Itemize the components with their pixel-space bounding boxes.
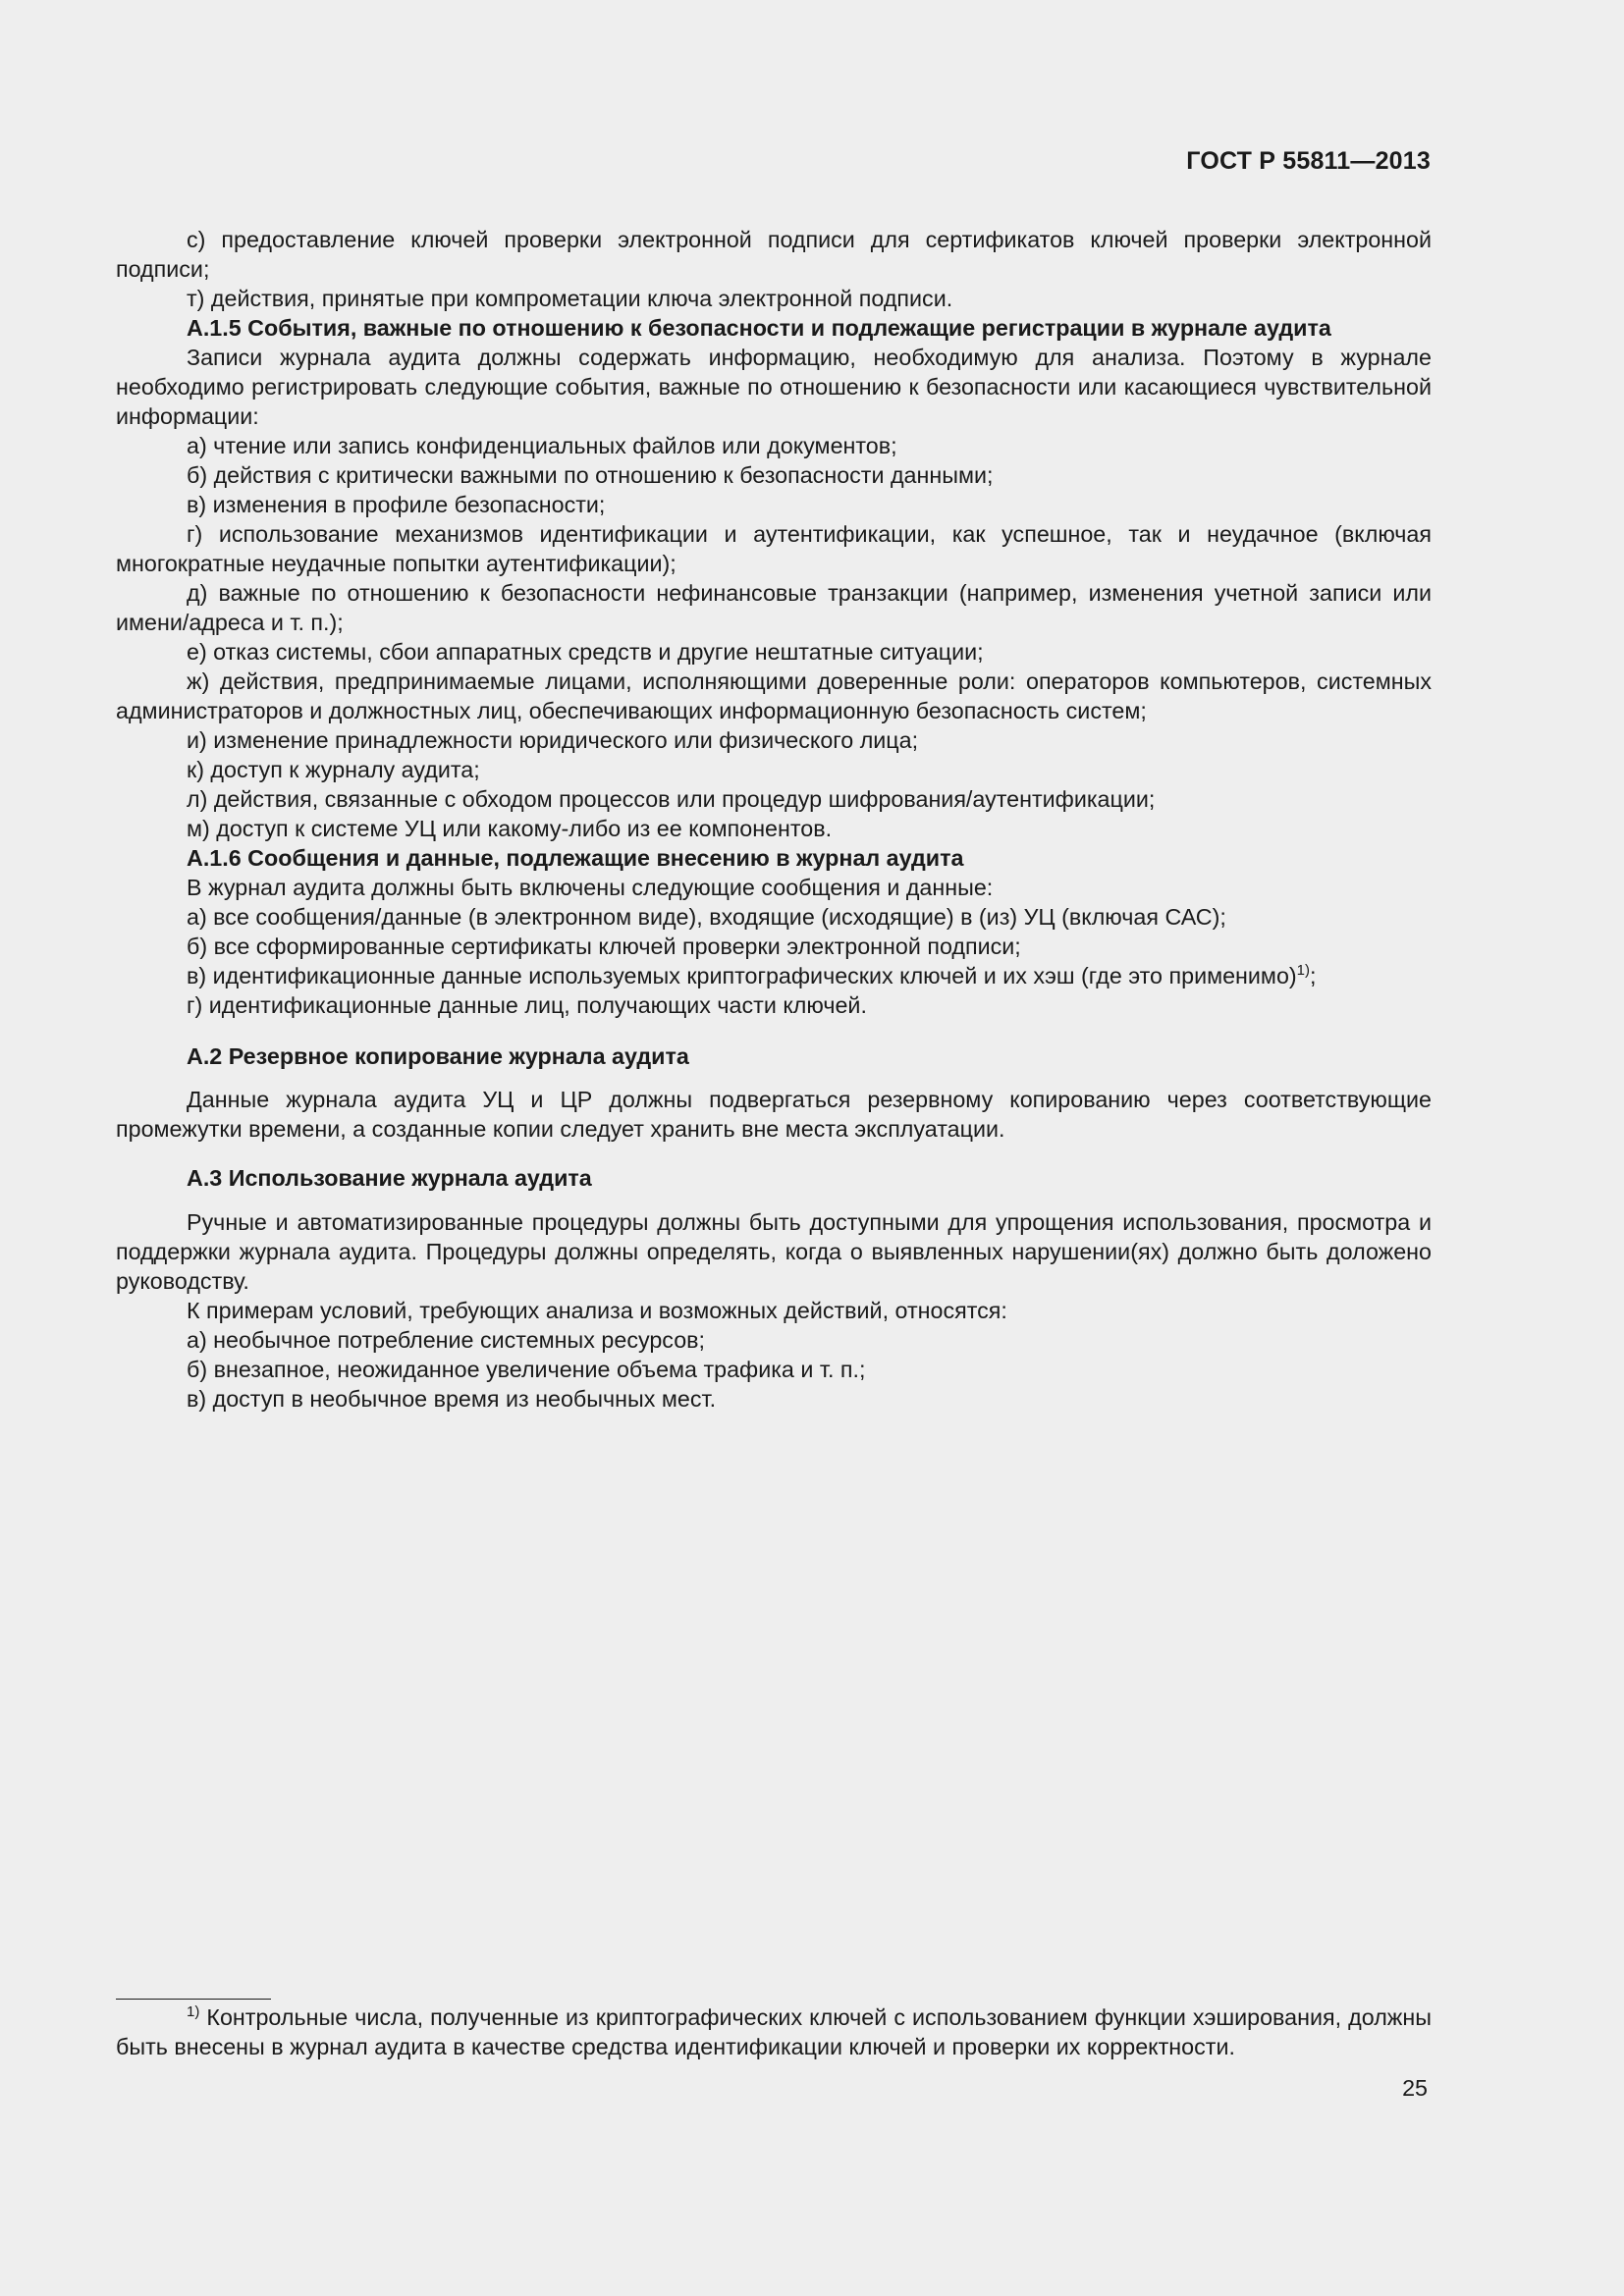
section-heading-a2: А.2 Резервное копирование журнала аудита — [187, 1043, 689, 1069]
list-item: в) доступ в необычное время из необычных мест. — [187, 1386, 717, 1412]
list-item: б) внезапное, неожиданное увеличение объема трафика и т. п.; — [187, 1357, 866, 1382]
list-item: м) доступ к системе УЦ или какому-либо из ее компонентов. — [187, 816, 833, 841]
subsection-heading-a15: А.1.5 События, важные по отношению к безопасности и подлежащие регистрации в журнале аудита — [187, 315, 1331, 341]
list-item: ж) действия, предпринимаемые лицами, исполняющими доверенные роли: операторов компьютеров, системных администраторов и должностных лиц, обеспечивающих информационную безопасность систем; — [116, 668, 1432, 723]
list-item-tail: ; — [1310, 963, 1317, 988]
paragraph: Ручные и автоматизированные процедуры должны быть доступными для упрощения использования, просмотра и поддержки журнала аудита. Процедуры должны определять, когда о выявленных нарушении(ях) должно быть доложено руководству. — [116, 1209, 1432, 1294]
list-item: т) действия, принятые при компрометации ключа электронной подписи. — [187, 286, 953, 311]
list-item: а) все сообщения/данные (в электронном виде), входящие (исходящие) в (из) УЦ (включая САС); — [187, 904, 1226, 930]
list-item: а) чтение или запись конфиденциальных файлов или документов; — [187, 433, 897, 458]
document-body — [116, 225, 1432, 1414]
list-item: г) использование механизмов идентификации и аутентификации, как успешное, так и неудачное (включая многократные неудачные попытки аутентификации); — [116, 521, 1432, 576]
document-header-code: ГОСТ Р 55811—2013 — [1186, 147, 1431, 175]
footnote-text — [116, 2002, 1432, 2061]
paragraph: В журнал аудита должны быть включены следующие сообщения и данные: — [187, 875, 994, 900]
footnote — [116, 2002, 1432, 2061]
list-item: л) действия, связанные с обходом процессов или процедур шифрования/аутентификации; — [187, 786, 1156, 812]
footnote-divider — [116, 1999, 271, 2000]
list-item-text: в) идентификационные данные используемых криптографических ключей и их хэш (где это применимо) — [187, 963, 1297, 988]
list-item: и) изменение принадлежности юридического или физического лица; — [187, 727, 919, 753]
paragraph: Записи журнала аудита должны содержать информацию, необходимую для анализа. Поэтому в журнале необходимо регистрировать следующие события, важные по отношению к безопасности или касающиеся чувствительной информации: — [116, 345, 1432, 429]
list-item: с) предоставление ключей проверки электронной подписи для сертификатов ключей проверки электронной подписи; — [116, 227, 1432, 282]
list-item: а) необычное потребление системных ресурсов; — [187, 1327, 706, 1353]
paragraph: К примерам условий, требующих анализа и возможных действий, относятся: — [187, 1298, 1007, 1323]
list-item: г) идентификационные данные лиц, получающих части ключей. — [187, 992, 867, 1018]
list-item — [116, 961, 1432, 990]
list-item: б) действия с критически важными по отношению к безопасности данными; — [187, 462, 994, 488]
list-item: в) изменения в профиле безопасности; — [187, 492, 606, 517]
list-item: е) отказ системы, сбои аппаратных средств и другие нештатные ситуации; — [187, 639, 984, 665]
subsection-heading-a16: А.1.6 Сообщения и данные, подлежащие внесению в журнал аудита — [187, 845, 964, 871]
paragraph: Данные журнала аудита УЦ и ЦР должны подвергаться резервному копированию через соответствующие промежутки времени, а созданные копии следует хранить вне места эксплуатации. — [116, 1087, 1432, 1142]
footnote-marker: 1) — [187, 2003, 200, 2020]
list-item: б) все сформированные сертификаты ключей проверки электронной подписи; — [187, 934, 1021, 959]
footnote-reference: 1) — [1296, 962, 1311, 979]
list-item: д) важные по отношению к безопасности нефинансовые транзакции (например, изменения учетной записи или имени/адреса и т. п.); — [116, 580, 1432, 635]
list-item: к) доступ к журналу аудита; — [187, 757, 480, 782]
footnote-body: Контрольные числа, полученные из криптографических ключей с использованием функции хэширования, должны быть внесены в журнал аудита в качестве средства идентификации ключей и проверки их корректности. — [116, 2004, 1432, 2059]
page-number: 25 — [1402, 2075, 1428, 2101]
section-heading-a3: А.3 Использование журнала аудита — [187, 1165, 592, 1191]
